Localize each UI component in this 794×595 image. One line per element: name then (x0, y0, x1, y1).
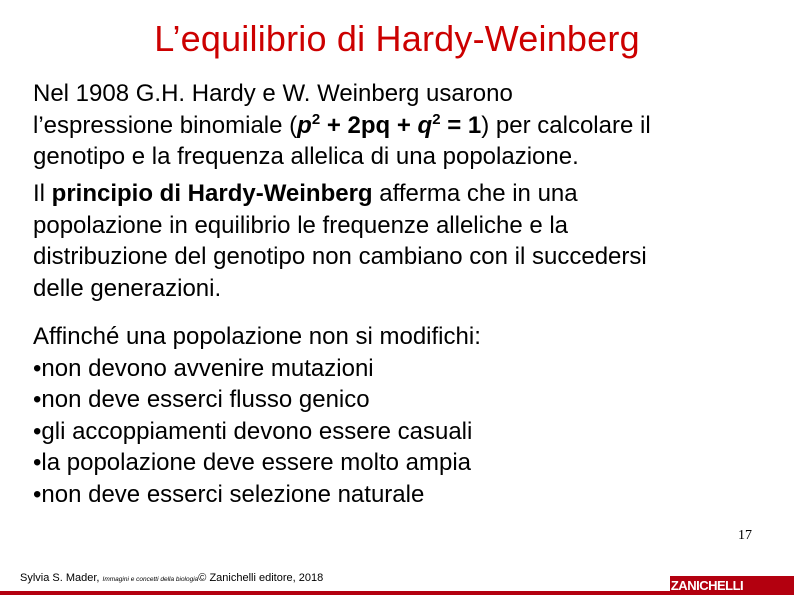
footer-publisher: © Zanichelli editore, 2018 (198, 572, 324, 584)
intro-paragraph (33, 78, 773, 173)
intro-line-1: Nel 1908 G.H. Hardy e W. Weinberg usarono (33, 80, 513, 107)
formula-end: = 1 (440, 111, 482, 139)
formula-middle: + 2pq + (320, 111, 418, 139)
intro-line-2-start: l’espressione binomiale ( (33, 111, 298, 139)
formula-q: q (417, 111, 433, 139)
intro-line-3: genotipo e la frequenza allelica di una popolazione. (33, 143, 579, 170)
slide-title: L’equilibrio di Hardy-Weinberg (154, 18, 640, 59)
intro-line-2-end: ) per calcolare il (481, 111, 651, 139)
publisher-logo (670, 576, 794, 595)
principle-line-4: delle generazioni. (33, 274, 222, 302)
intro-line-2 (33, 110, 773, 142)
condition-item: •non deve esserci selezione naturale (33, 480, 425, 508)
formula-q-exponent: 2 (432, 110, 441, 128)
principle-name: principio di Hardy-Weinberg (51, 180, 373, 207)
binomial-formula (297, 112, 481, 139)
conditions-heading: Affinché una popolazione non si modifichi: (33, 323, 481, 350)
condition-item: •non devono avvenire mutazioni (33, 354, 374, 382)
logo-text: ZANICHELLI (670, 578, 744, 593)
condition-item: •non deve esserci flusso genico (33, 386, 370, 413)
principle-line-3: distribuzione del genotipo non cambiano con il succedersi (33, 243, 647, 270)
principle-paragraph (33, 178, 773, 304)
conditions-list (33, 321, 773, 510)
footer-author: Sylvia S. Mader, (20, 572, 103, 584)
principle-prefix: Il (33, 180, 52, 207)
condition-item: •la popolazione deve essere molto ampia (33, 449, 471, 476)
condition-item: •gli accoppiamenti devono essere casuali (33, 417, 473, 445)
formula-p-exponent: 2 (311, 110, 321, 128)
principle-line-1-end: afferma che in una (372, 180, 578, 207)
footer-book-title: Immagini e concetti della biologia (102, 576, 199, 583)
principle-line-1 (33, 178, 773, 210)
formula-p: p (297, 111, 312, 139)
principle-line-2: popolazione in equilibrio le frequenze alleliche e la (33, 211, 569, 239)
page-number: 17 (738, 528, 752, 543)
footer-credit (20, 572, 323, 584)
